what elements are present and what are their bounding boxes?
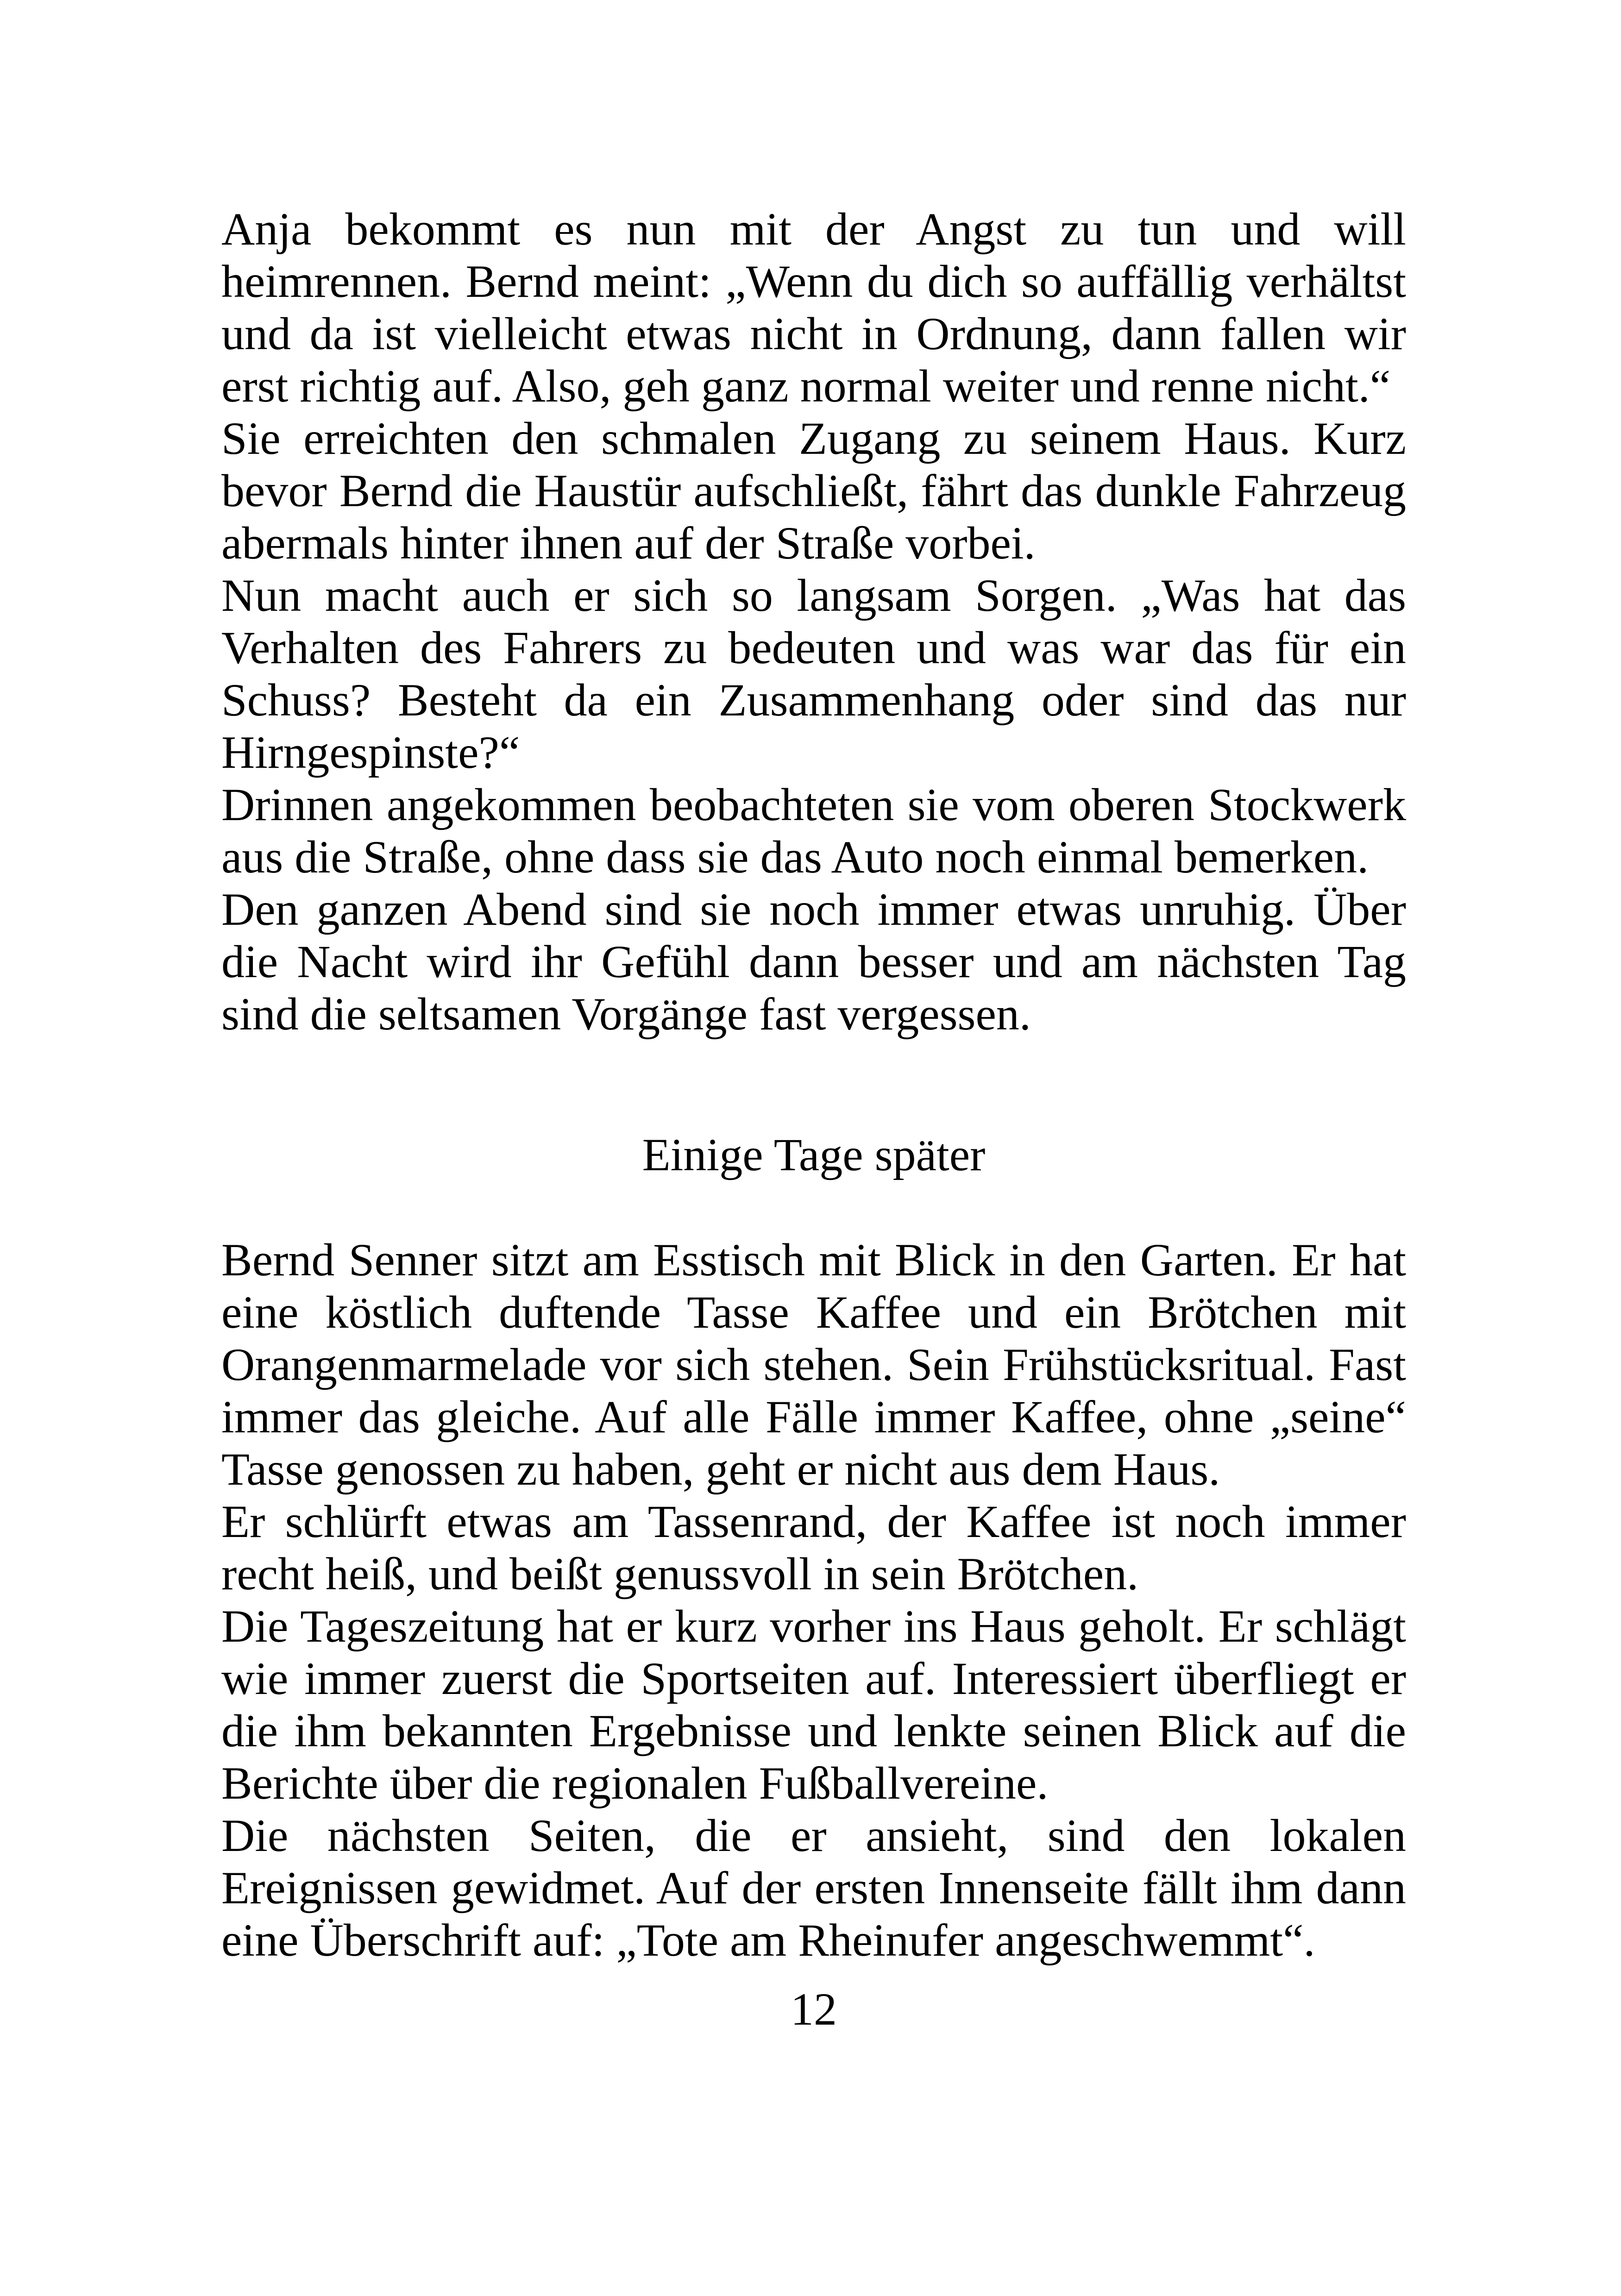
text-line: immer das gleiche. Auf alle Fälle immer Kaffee, ohne „seine“ <box>221 1391 1406 1443</box>
text-line: Drinnen angekommen beobachteten sie vom oberen Stockwerk <box>221 779 1406 830</box>
text-line: aus die Straße, ohne dass sie das Auto noch einmal bemerken. <box>221 831 1369 883</box>
text-line: wie immer zuerst die Sportseiten auf. Interessiert überfliegt er <box>221 1653 1406 1704</box>
text-line: Ereignissen gewidmet. Auf der ersten Innenseite fällt ihm dann <box>221 1862 1406 1913</box>
text-line: die ihm bekannten Ergebnisse und lenkte seinen Blick auf die <box>221 1705 1406 1757</box>
text-line: Anja bekommt es nun mit der Angst zu tun und will <box>221 203 1406 255</box>
text-line: eine köstlich duftende Tasse Kaffee und ein Brötchen mit <box>221 1286 1406 1338</box>
text-line: Bernd Senner sitzt am Esstisch mit Blick in den Garten. Er hat <box>221 1234 1406 1286</box>
text-line: abermals hinter ihnen auf der Straße vorbei. <box>221 517 1036 569</box>
text-line: Orangenmarmelade vor sich stehen. Sein Frühstücksritual. Fast <box>221 1339 1406 1390</box>
text-line: recht heiß, und beißt genussvoll in sein Brötchen. <box>221 1548 1139 1600</box>
section-1-text <box>221 203 1406 1040</box>
text-line: Er schlürft etwas am Tassenrand, der Kaffee ist noch immer <box>221 1496 1406 1547</box>
text-line: Die nächsten Seiten, die er ansieht, sind den lokalen <box>221 1810 1406 1861</box>
text-line: heimrennen. Bernd meint: „Wenn du dich so auffällig verhältst <box>221 256 1406 307</box>
text-line: bevor Bernd die Haustür aufschließt, fährt das dunkle Fahrzeug <box>221 465 1406 516</box>
text-line: Hirngespinste?“ <box>221 727 520 778</box>
section-2-text <box>221 1234 1406 1966</box>
text-line: eine Überschrift auf: „Tote am Rheinufer angeschwemmt“. <box>221 1914 1315 1966</box>
text-line: die Nacht wird ihr Gefühl dann besser und am nächsten Tag <box>221 936 1406 987</box>
text-line: Den ganzen Abend sind sie noch immer etwas unruhig. Über <box>221 884 1406 935</box>
text-line: Berichte über die regionalen Fußballvereine. <box>221 1757 1049 1809</box>
text-line: erst richtig auf. Also, geh ganz normal weiter und renne nicht.“ <box>221 360 1391 412</box>
text-line: Verhalten des Fahrers zu bedeuten und was war das für ein <box>221 622 1406 673</box>
page-number: 12 <box>791 1983 837 2035</box>
text-line: Die Tageszeitung hat er kurz vorher ins Haus geholt. Er schlägt <box>221 1600 1406 1652</box>
text-line: Nun macht auch er sich so langsam Sorgen. „Was hat das <box>221 570 1406 621</box>
text-line: und da ist vielleicht etwas nicht in Ordnung, dann fallen wir <box>221 308 1406 359</box>
text-line: Sie erreichten den schmalen Zugang zu seinem Haus. Kurz <box>221 413 1406 464</box>
text-line: Schuss? Besteht da ein Zusammenhang oder sind das nur <box>221 674 1406 726</box>
text-line: Tasse genossen zu haben, geht er nicht aus dem Haus. <box>221 1443 1220 1495</box>
text-line: sind die seltsamen Vorgänge fast vergessen. <box>221 988 1031 1040</box>
section-heading: Einige Tage später <box>642 1129 986 1180</box>
